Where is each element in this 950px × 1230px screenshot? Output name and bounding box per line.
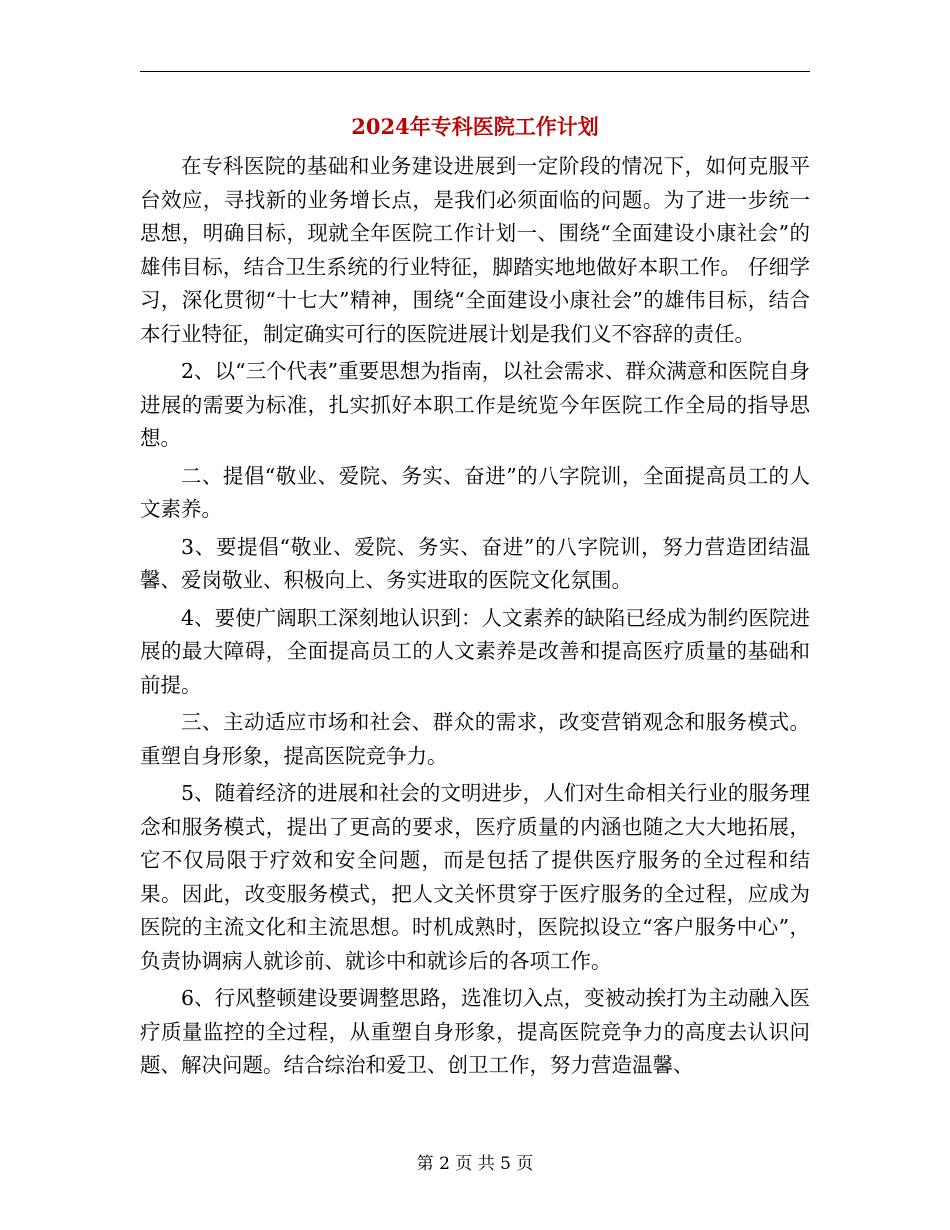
paragraph-4: 3、要提倡“敬业、爱院、务实、奋进”的八字院训，努力营造团结温馨、爱岗敬业、积极向上、务实进取的医院文化氛围。: [140, 534, 810, 592]
paragraph-1: 在专科医院的基础和业务建设进展到一定阶段的情况下，如何克服平台效应，寻找新的业务增长点，是我们必须面临的问题。为了进一步统一思想，明确目标，现就全年医院工作计划一、围绕“全面建设小康社会”的雄伟目标，结合卫生系统的行业特征，脚踏实地地做好本职工作。 仔细学习，深化贯彻“十七大”精神，围绕“全面建设小康社会”的雄伟目标，结合本行业特征，制定确实可行的医院进展计划是我们义不容辞的责任。: [140, 154, 810, 346]
paragraph-5: 4、要使广阔职工深刻地认识到：人文素养的缺陷已经成为制约医院进展的最大障碍，全面提高员工的人文素养是改善和提高医疗质量的基础和前提。: [140, 605, 810, 697]
paragraph-8: 6、行风整顿建设要调整思路，选准切入点，变被动挨打为主动融入医疗质量监控的全过程，从重塑自身形象，提高医院竞争力的高度去认识问题、解决问题。结合综治和爱卫、创卫工作，努力营造温馨、: [140, 986, 810, 1077]
document-title: 2024年专科医院工作计划: [351, 114, 599, 139]
paragraph-6: 三、主动适应市场和社会、群众的需求，改变营销观念和服务模式。重塑自身形象，提高医院竞争力。: [140, 710, 810, 768]
header-rule: [140, 71, 810, 72]
paragraph-2: 2、以“三个代表”重要思想为指南，以社会需求、群众满意和医院自身进展的需要为标准，扎实抓好本职工作是统览今年医院工作全局的指导思想。: [140, 359, 810, 450]
page-number-footer: 第 2 页 共 5 页: [416, 1154, 534, 1174]
document-body: [140, 150, 810, 1087]
paragraph-3: 二、提倡“敬业、爱院、务实、奋进”的八字院训，全面提高员工的人文素养。: [140, 463, 810, 521]
paragraph-7: 5、随着经济的进展和社会的文明进步，人们对生命相关行业的服务理念和服务模式，提出了更高的要求，医疗质量的内涵也随之大大地拓展，它不仅局限于疗效和安全问题，而是包括了提供医疗服务的全过程和结果。因此，改变服务模式，把人文关怀贯穿于医疗服务的全过程，应成为医院的主流文化和主流思想。时机成熟时，医院拟设立“客户服务中心”，负责协调病人就诊前、就诊中和就诊后的各项工作。: [140, 781, 810, 973]
